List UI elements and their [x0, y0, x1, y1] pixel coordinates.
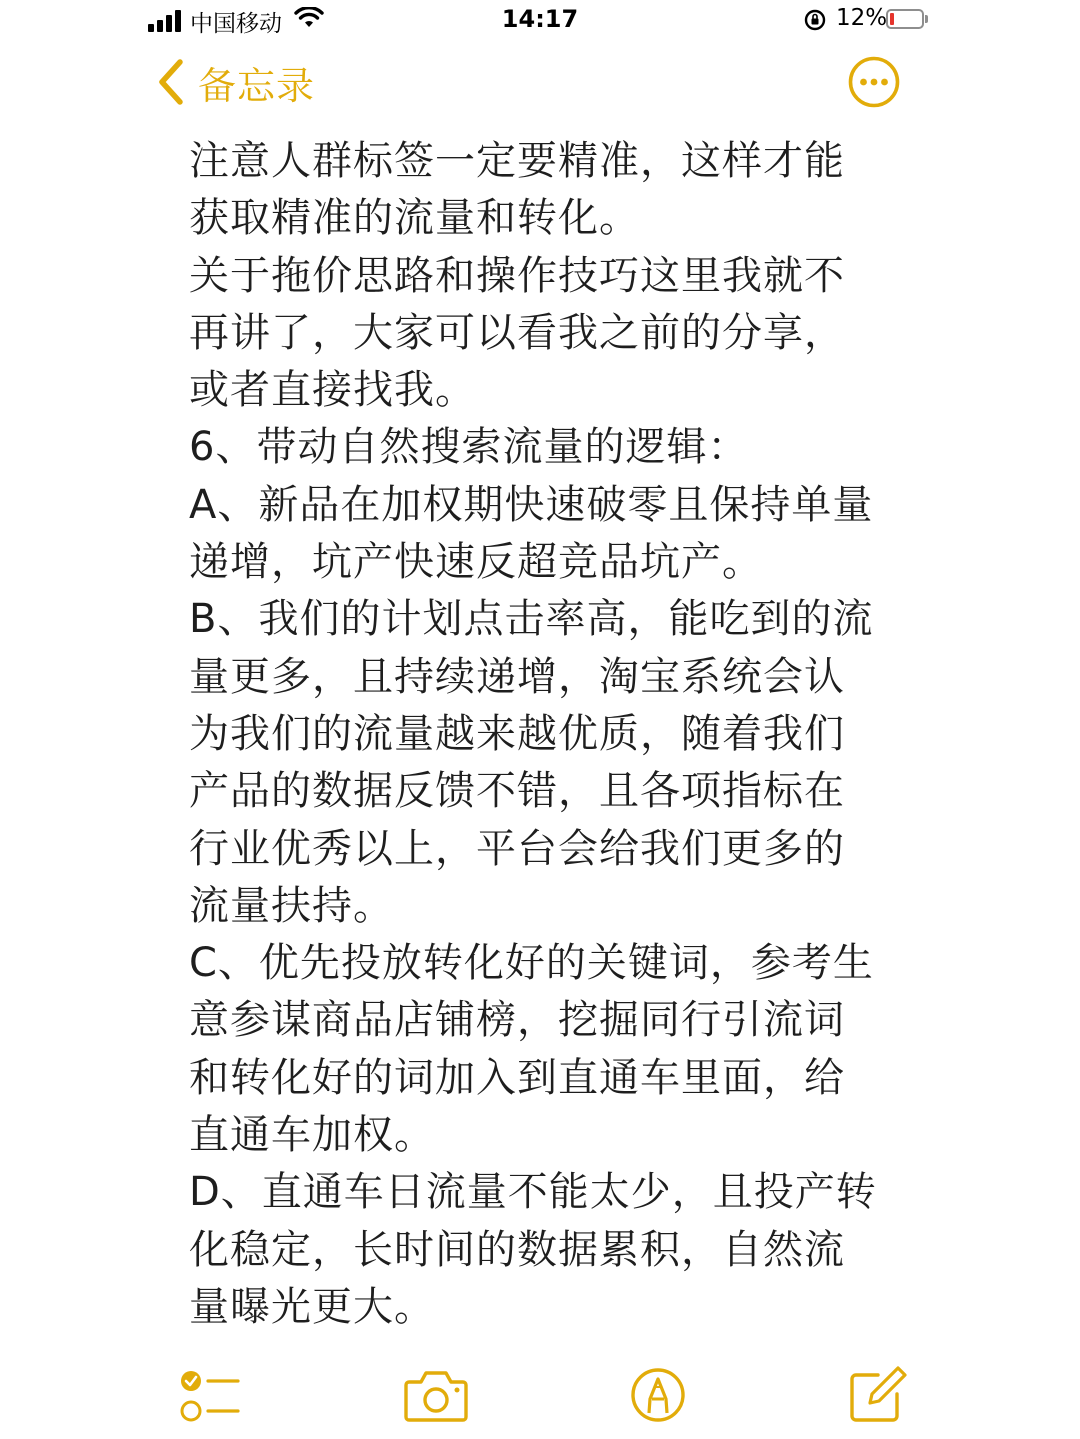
- battery-nub: [925, 15, 928, 23]
- note-line: 再讲了，大家可以看我之前的分享，: [189, 309, 845, 356]
- bottom-toolbar: [0, 1360, 1080, 1432]
- note-line: 直通车加权。: [189, 1112, 435, 1159]
- chevron-left-icon: [156, 58, 186, 106]
- note-line: 和转化好的词加入到直通车里面，给: [189, 1054, 845, 1101]
- camera-icon[interactable]: [403, 1368, 469, 1424]
- note-line: 或者直接找我。: [189, 367, 476, 414]
- note-line: 流量扶持。: [189, 882, 394, 929]
- back-button[interactable]: [156, 54, 315, 110]
- note-line: 为我们的流量越来越优质，随着我们: [189, 710, 845, 757]
- note-line: D、直通车日流量不能太少，且投产转: [189, 1169, 877, 1216]
- note-line: 6、带动自然搜索流量的逻辑：: [189, 424, 749, 471]
- note-line: 获取精准的流量和转化。: [189, 195, 640, 242]
- status-time: 14:17: [501, 5, 579, 33]
- note-line: 产品的数据反馈不错，且各项指标在: [189, 768, 845, 815]
- note-line: 量更多，且持续递增，淘宝系统会认: [189, 653, 845, 700]
- compose-icon[interactable]: [848, 1362, 908, 1424]
- note-line: 递增，坑产快速反超竞品坑产。: [189, 539, 763, 586]
- battery-percent: 12%: [836, 5, 888, 31]
- note-line: 注意人群标签一定要精准，这样才能: [189, 138, 845, 184]
- note-body[interactable]: [189, 133, 889, 1336]
- note-line: 行业优秀以上，平台会给我们更多的: [189, 825, 845, 872]
- note-line: B、我们的计划点击率高，能吃到的流: [189, 596, 874, 643]
- note-line: A、新品在加权期快速破零且保持单量: [189, 481, 874, 528]
- note-line: 关于拖价思路和操作技巧这里我就不: [189, 252, 845, 299]
- checklist-icon[interactable]: [178, 1368, 240, 1424]
- markup-pen-icon[interactable]: [629, 1365, 687, 1425]
- battery-level: [890, 13, 894, 25]
- ellipsis-circle-icon[interactable]: [847, 55, 901, 109]
- note-line: C、优先投放转化好的关键词，参考生: [189, 940, 874, 987]
- back-label: 备忘录: [198, 63, 316, 108]
- orientation-lock-icon: [803, 8, 827, 32]
- nav-bar: [0, 50, 1080, 110]
- status-bar: [0, 0, 1080, 42]
- note-line: 化稳定，长时间的数据累积，自然流: [189, 1226, 845, 1273]
- carrier-name: 中国移动: [190, 11, 282, 37]
- battery-icon: [886, 9, 924, 29]
- note-line: 量曝光更大。: [189, 1283, 435, 1330]
- note-line: 意参谋商品店铺榜，挖掘同行引流词: [189, 997, 845, 1044]
